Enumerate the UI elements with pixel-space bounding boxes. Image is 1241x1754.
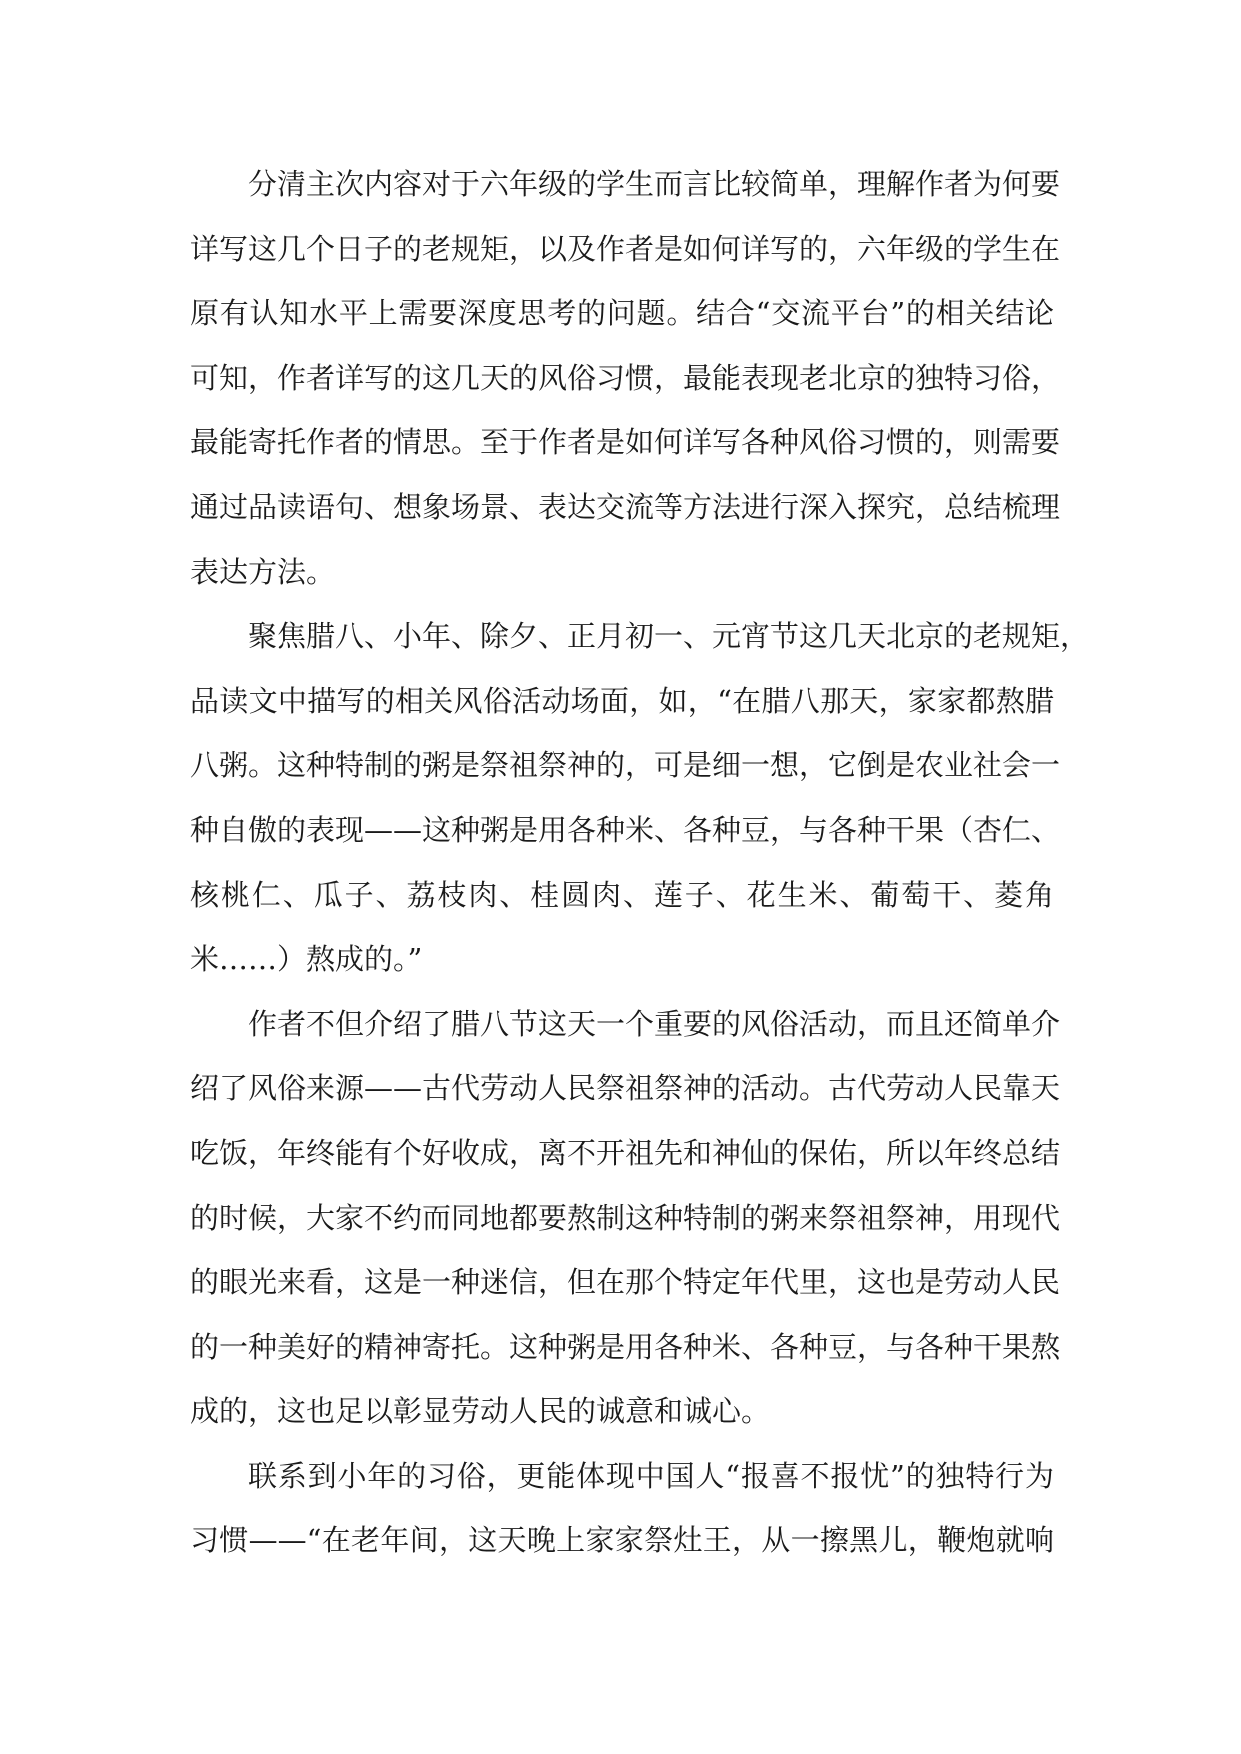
paragraph-3-line-5: 的眼光来看，这是一种迷信，但在那个特定年代里，这也是劳动人民: [190, 1265, 1061, 1300]
paragraph-2-line-4: 种自傲的表现——这种粥是用各种米、各种豆，与各种干果（杏仁、: [190, 812, 1061, 847]
paragraph-1-line-2: 详写这几个日子的老规矩，以及作者是如何详写的，六年级的学生在: [190, 231, 1061, 266]
paragraph-3-line-1: 作者不但介绍了腊八节这天一个重要的风俗活动，而且还简单介: [248, 1006, 1061, 1041]
paragraph-1-line-6: 通过品读语句、想象场景、表达交流等方法进行深入探究，总结梳理: [190, 489, 1061, 524]
paragraph-4-line-1: 联系到小年的习俗，更能体现中国人“报喜不报忧”的独特行为: [248, 1458, 1054, 1493]
paragraph-1-line-7: 表达方法。: [190, 554, 336, 589]
paragraph-3-line-7: 成的，这也足以彰显劳动人民的诚意和诚心。: [190, 1394, 771, 1429]
body-text: [190, 152, 1090, 1573]
paragraph-1-line-1: 分清主次内容对于六年级的学生而言比较简单，理解作者为何要: [248, 167, 1061, 201]
paragraph-1-line-3: 原有认知水平上需要深度思考的问题。结合“交流平台”的相关结论: [190, 296, 1054, 331]
paragraph-2-line-6: 米……）熬成的。”: [190, 942, 423, 977]
paragraph-3-line-3: 吃饭，年终能有个好收成，离不开祖先和神仙的保佑，所以年终总结: [190, 1135, 1061, 1170]
paragraph-1-line-5: 最能寄托作者的情思。至于作者是如何详写各种风俗习惯的，则需要: [190, 425, 1061, 460]
paragraph-3-line-2: 绍了风俗来源——古代劳动人民祭祖祭神的活动。古代劳动人民靠天: [190, 1071, 1061, 1106]
paragraph-1-line-4: 可知，作者详写的这几天的风俗习惯，最能表现老北京的独特习俗，: [190, 360, 1061, 395]
paragraph-2-line-3: 八粥。这种特制的粥是祭祖祭神的，可是细一想，它倒是农业社会一: [190, 748, 1061, 783]
paragraph-2-line-2: 品读文中描写的相关风俗活动场面，如，“在腊八那天，家家都熬腊: [190, 683, 1054, 718]
paragraph-2-line-1: 聚焦腊八、小年、除夕、正月初一、元宵节这几天北京的老规矩，: [248, 619, 1090, 654]
paragraph-4-line-2: 习惯——“在老年间，这天晚上家家祭灶王，从一擦黑儿，鞭炮就响: [190, 1523, 1054, 1558]
paragraph-2-line-5: 核桃仁、瓜子、荔枝肉、桂圆肉、莲子、花生米、葡萄干、菱角: [190, 877, 1054, 912]
paragraph-3-line-6: 的一种美好的精神寄托。这种粥是用各种米、各种豆，与各种干果熬: [190, 1329, 1061, 1364]
paragraph-3-line-4: 的时候，大家不约而同地都要熬制这种特制的粥来祭祖祭神，用现代: [190, 1200, 1061, 1235]
